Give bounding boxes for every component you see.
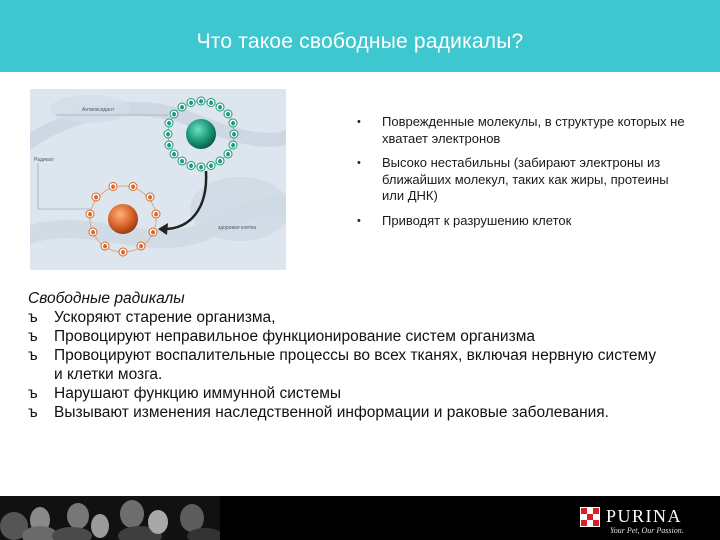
electron-label: e bbox=[226, 152, 230, 159]
electron-label: e bbox=[199, 165, 203, 172]
electron-label: e bbox=[154, 212, 158, 219]
electron-label: e bbox=[172, 152, 176, 159]
definition-item bbox=[350, 155, 690, 205]
definition-item bbox=[350, 114, 690, 147]
label-healthy-cell: здоровая клетка bbox=[218, 225, 257, 231]
effect-text: Ускоряют старение организма, bbox=[54, 309, 276, 326]
effect-text: Вызывают изменения наследственной информации и раковые заболевания. bbox=[54, 404, 609, 421]
effect-text: Провоцируют воспалительные процессы во всех тканях, включая нервную систему и клетки мозга. bbox=[54, 347, 657, 383]
electron-label: e bbox=[167, 143, 171, 150]
electron-label: e bbox=[148, 195, 152, 202]
effect-text: Провоцируют неправильное функционирование систем организма bbox=[54, 328, 535, 345]
free-radical-illustration bbox=[30, 89, 286, 270]
effects-section bbox=[28, 289, 668, 422]
effect-item bbox=[28, 403, 668, 422]
effect-item bbox=[28, 327, 668, 346]
effect-item bbox=[28, 308, 668, 327]
electron-label: e bbox=[166, 132, 170, 139]
electron-label: e bbox=[151, 230, 155, 237]
purina-logo bbox=[580, 504, 696, 536]
electron-label: e bbox=[189, 163, 193, 170]
electron-label: e bbox=[88, 212, 92, 219]
electron-label: e bbox=[121, 250, 125, 257]
electron-label: e bbox=[172, 112, 176, 119]
electron-label: e bbox=[103, 244, 107, 251]
label-antioxidant: Антиоксидант bbox=[82, 107, 115, 113]
effect-text: Нарушают функцию иммунной системы bbox=[54, 385, 341, 402]
electron-label: e bbox=[231, 143, 235, 150]
electron-label: e bbox=[232, 132, 236, 139]
effect-item bbox=[28, 346, 668, 384]
definition-item bbox=[350, 213, 690, 230]
electron-label: e bbox=[111, 184, 115, 191]
list-marker: ъ bbox=[28, 347, 38, 364]
electron-label: e bbox=[91, 230, 95, 237]
electron-label: e bbox=[189, 100, 193, 107]
electron-label: e bbox=[180, 159, 184, 166]
electron-label: e bbox=[180, 105, 184, 112]
electron-label: e bbox=[231, 121, 235, 128]
list-marker: ъ bbox=[28, 404, 38, 421]
electron-label: e bbox=[209, 100, 213, 107]
list-marker: ъ bbox=[28, 309, 38, 326]
brand-name: PURINA bbox=[606, 506, 683, 526]
definition-text: Высоко нестабильны (забирают электроны из ближайших молекул, таких как жиры, протеины или ДНК) bbox=[382, 155, 669, 203]
slide-title: Что такое свободные радикалы? bbox=[196, 30, 524, 53]
electron-label: e bbox=[131, 184, 135, 191]
electron-label: e bbox=[218, 159, 222, 166]
bullet-marker: • bbox=[357, 157, 361, 169]
molecule-diagram bbox=[30, 89, 286, 270]
bullet-marker: • bbox=[357, 116, 361, 128]
definition-text: Приводят к разрушению клеток bbox=[382, 212, 572, 228]
electron-label: e bbox=[199, 99, 203, 106]
electron-label: e bbox=[167, 121, 171, 128]
list-marker: ъ bbox=[28, 328, 38, 345]
bullet-marker: • bbox=[357, 214, 361, 227]
brand-tagline: Your Pet, Our Passion. bbox=[610, 526, 684, 535]
definition-text: Поврежденные молекулы, в структуре которых не хватает электронов bbox=[382, 114, 685, 146]
electron-label: e bbox=[94, 195, 98, 202]
effect-item bbox=[28, 384, 668, 403]
electron-label: e bbox=[209, 163, 213, 170]
list-marker: ъ bbox=[28, 385, 38, 402]
pets-photo-strip bbox=[0, 496, 220, 540]
footer-bar bbox=[0, 496, 720, 540]
definition-list bbox=[350, 114, 690, 237]
electron-label: e bbox=[226, 112, 230, 119]
purina-checkerboard-icon bbox=[580, 507, 600, 527]
label-radical: Радикал bbox=[34, 157, 54, 163]
electron-label: e bbox=[218, 105, 222, 112]
electron-label: e bbox=[139, 244, 143, 251]
slide-header bbox=[0, 0, 720, 72]
effects-heading: Свободные радикалы bbox=[28, 290, 185, 307]
